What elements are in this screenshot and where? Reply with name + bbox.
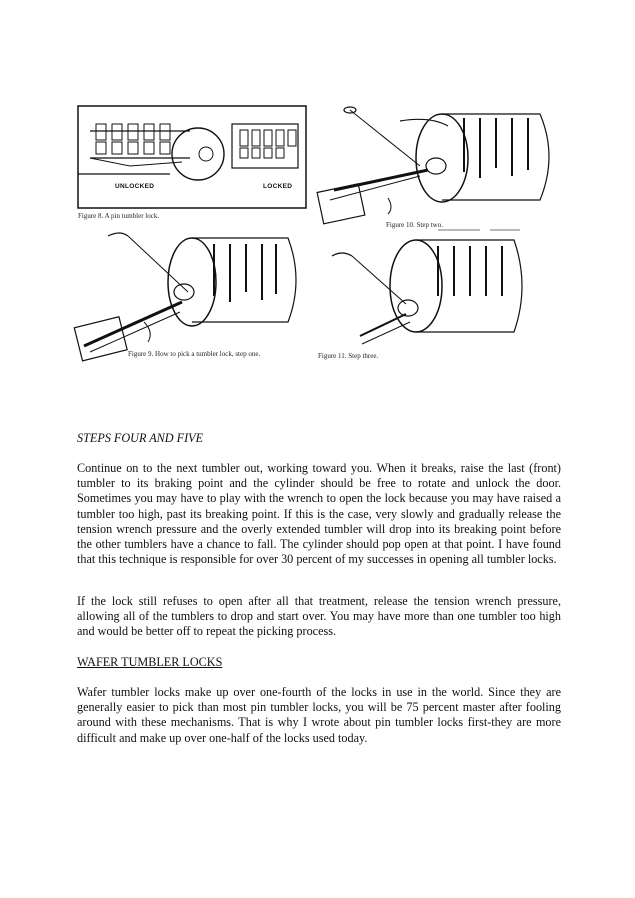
paragraph-lock-refuses: If the lock still refuses to open after all that treatment, release the tension wrench pressure, allowing all of the tumblers to drop and start over. You may have more than one tumbler too high and would be better off to repeat the picking process. <box>77 594 561 639</box>
figure-9-drawing <box>74 233 296 361</box>
caption-figure-8: Figure 8. A pin tumbler lock. <box>78 212 160 220</box>
heading-steps-four-and-five: STEPS FOUR AND FIVE <box>77 431 204 445</box>
paragraph-wafer-tumbler: Wafer tumbler locks make up over one-fourth of the locks in use in the world. Since they are generally easier to pick than most pin tumbler locks, you will be 75 percent master after fooling around with these mechanisms. That is why I wrote about pin tumbler locks first-they are more difficult and make up over one-half of the locks used today. <box>77 685 561 745</box>
paragraph-steps-four-five: Continue on to the next tumbler out, working toward you. When it breaks, raise the last (front) tumbler to its braking point and the cylinder should be free to rotate and unlock the door. Sometimes you may have to play with the wrench to open the lock because you may have raised a tumbler too high, past its breaking point. If this is the case, very slowly and gradually release the tension wrench pressure and the overly extended tumbler will drop into its breaking point before the other tumblers have a chance to fall. The cylinder should pop open at that point. I have found that this technique is responsible for over 30 percent of my successes in opening all tumbler locks. <box>77 461 561 567</box>
figure-11-drawing <box>332 240 522 344</box>
label-unlocked: UNLOCKED <box>115 183 155 190</box>
figure-8-drawing <box>78 106 306 208</box>
lock-illustrations <box>70 96 560 376</box>
lock-figure-svg <box>70 96 560 376</box>
figure-10-drawing <box>317 107 549 224</box>
caption-figure-9: Figure 9. How to pick a tumbler lock, step one. <box>128 350 261 358</box>
heading-wafer-tumbler-locks: WAFER TUMBLER LOCKS <box>77 655 223 669</box>
caption-figure-11: Figure 11. Step three. <box>318 352 379 360</box>
label-locked: LOCKED <box>263 183 293 190</box>
caption-figure-10: Figure 10. Step two. <box>386 221 443 229</box>
